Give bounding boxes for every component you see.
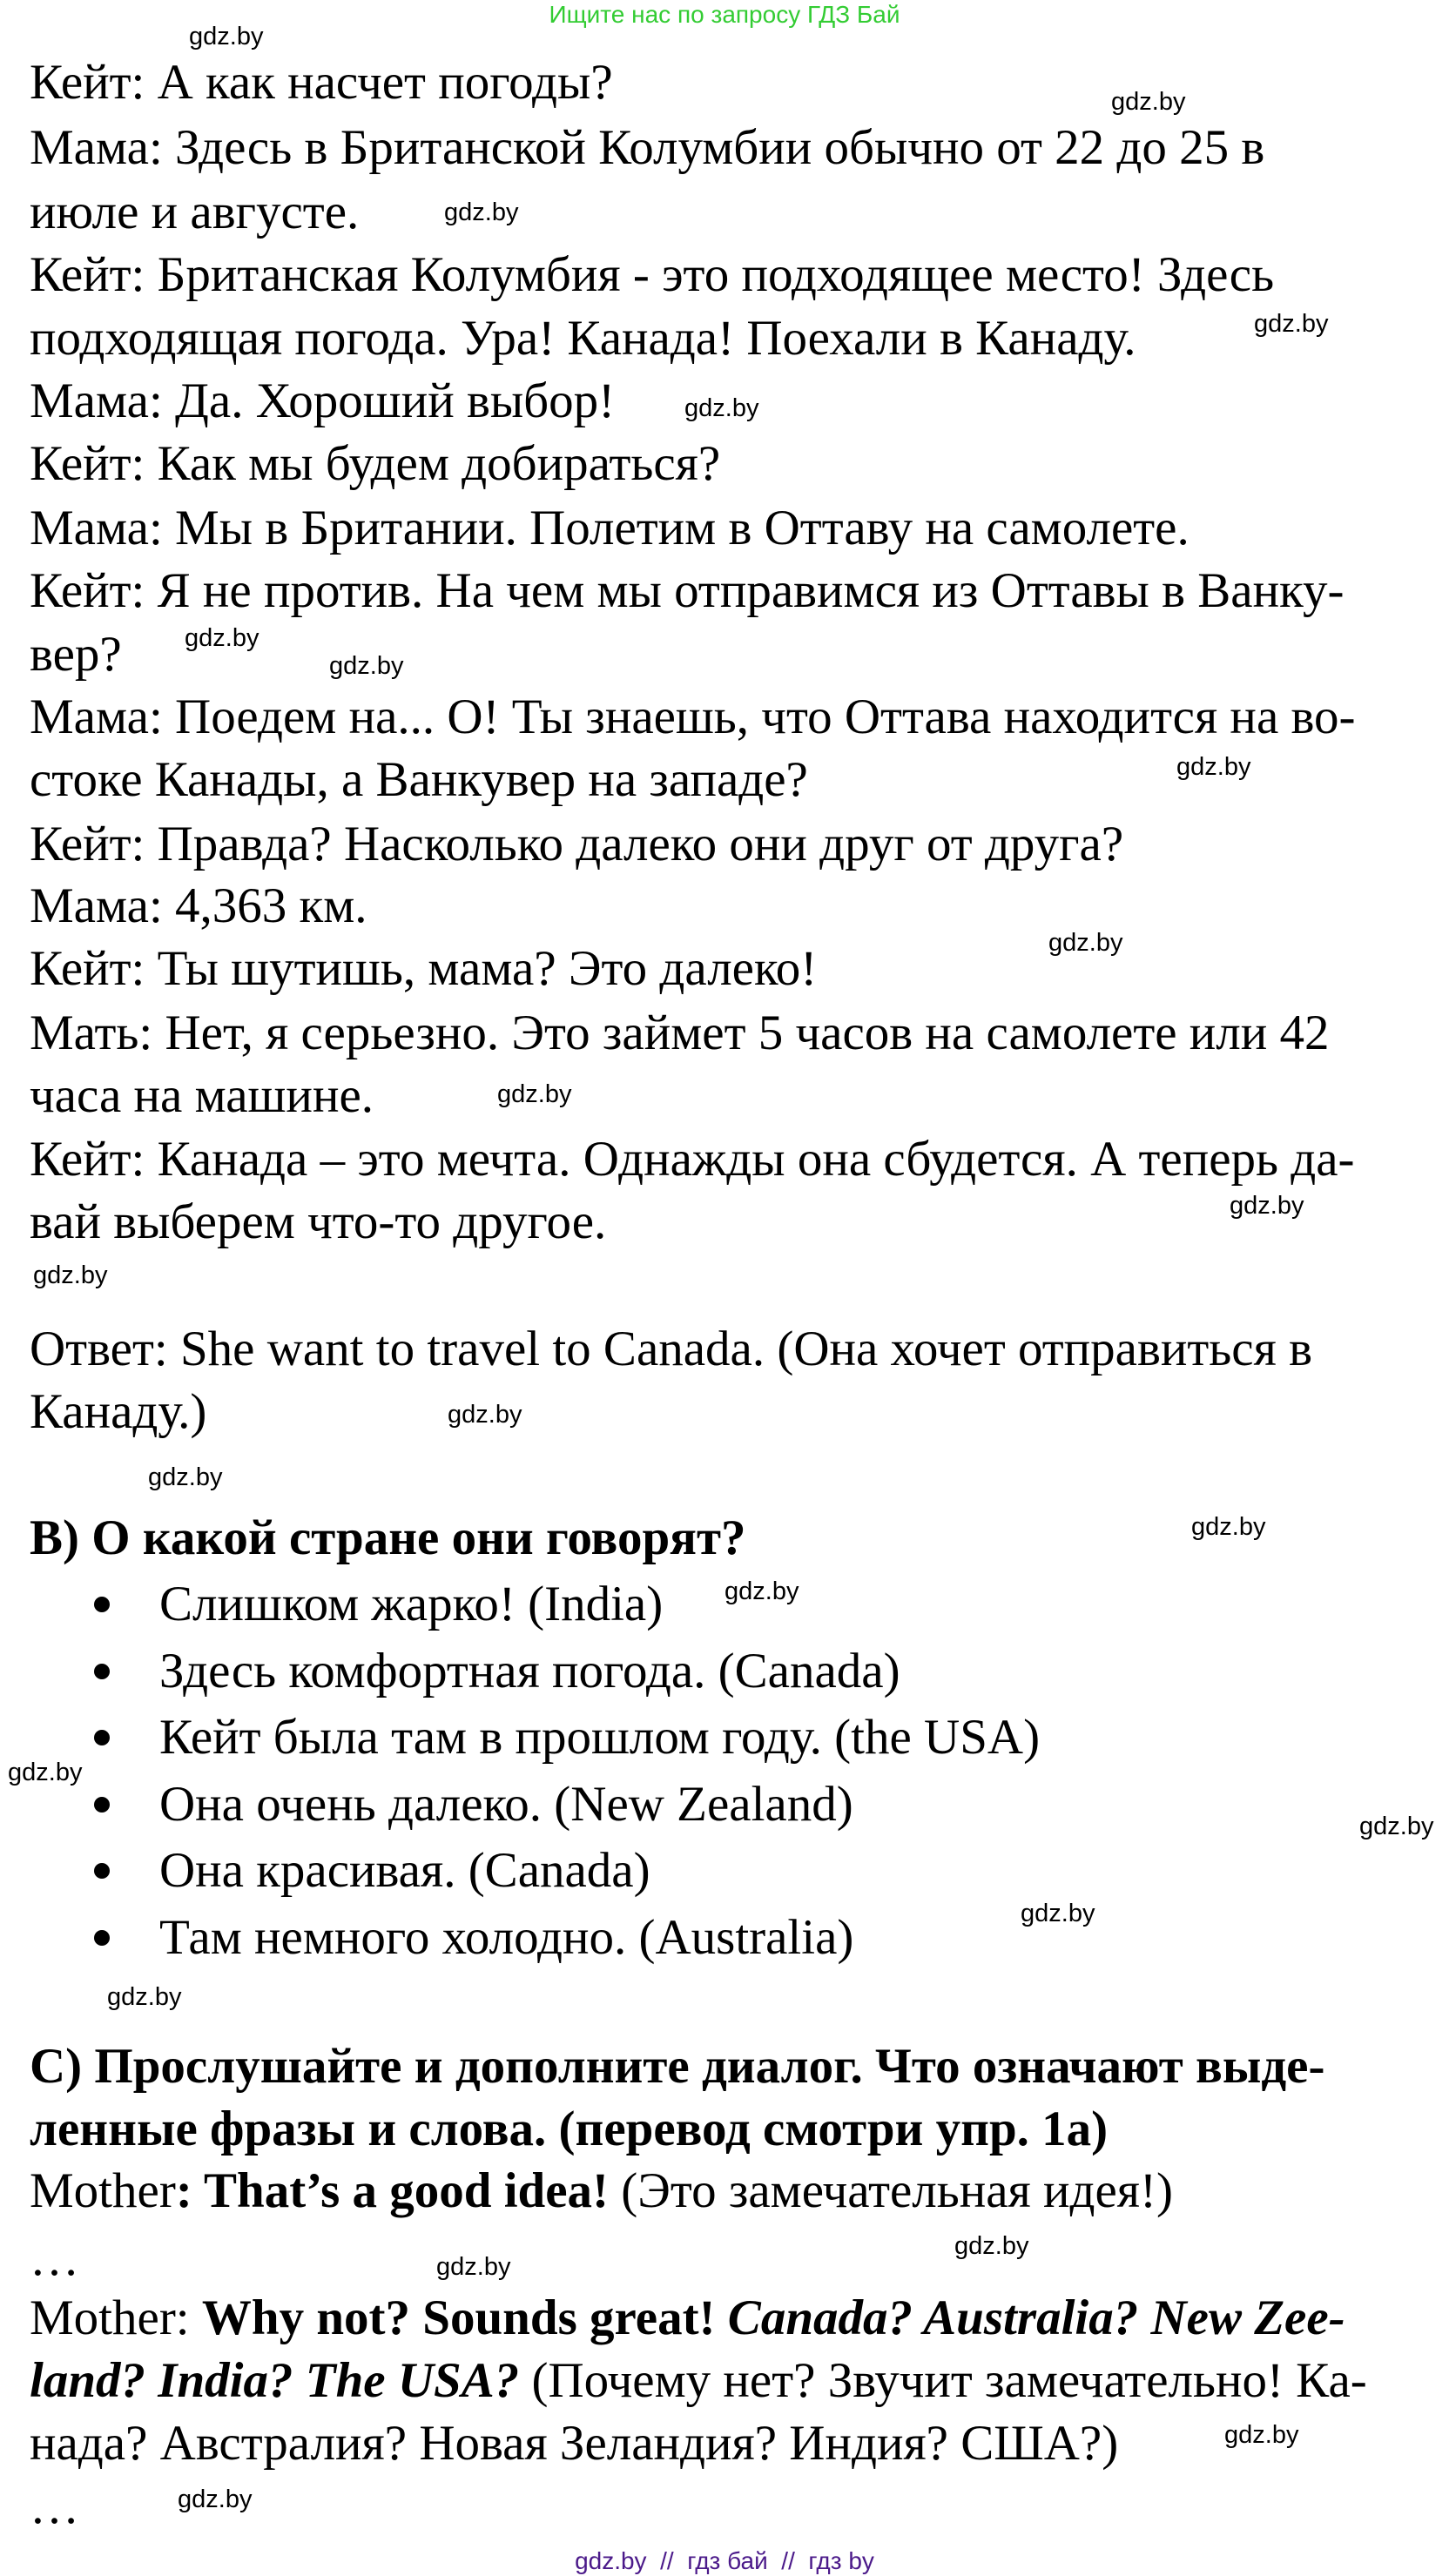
watermark: gdz.by (1230, 1192, 1304, 1220)
text-segment: нада? Австралия? Новая Зеландия? Индия? США?) (30, 2416, 1119, 2471)
watermark: gdz.by (684, 394, 759, 422)
text-line (30, 562, 1344, 620)
site-header-banner: Ищите нас по запросу ГДЗ Бай (549, 1, 900, 28)
watermark: gdz.by (33, 1261, 108, 1289)
text-segment: … (30, 2231, 79, 2286)
bullet-icon (94, 1797, 110, 1813)
text-segment: Мама: Поедем на... О! Ты знаешь, что Оттава находится на во- (30, 689, 1356, 744)
text-line (30, 2415, 1118, 2472)
watermark: gdz.by (178, 2485, 253, 2513)
text-segment: Mother (30, 2163, 176, 2218)
watermark: gdz.by (107, 1983, 182, 2011)
text-segment: land? India? The USA? (30, 2353, 520, 2408)
text-line (30, 1194, 606, 1251)
site-footer-bar (0, 2546, 1449, 2576)
text-segment: Кейт: А как насчет погоды? (30, 55, 613, 110)
bullet-icon (94, 1597, 110, 1612)
watermark: gdz.by (1359, 1813, 1434, 1840)
watermark: gdz.by (1254, 310, 1329, 338)
text-line (30, 2290, 1345, 2347)
text-line (30, 119, 1264, 177)
text-segment: Мама: Мы в Британии. Полетим в Оттаву на самолете. (30, 501, 1190, 555)
site-footer-banner: gdz.by // гдз бай // гдз by (575, 2547, 874, 2574)
text-segment: ленные фразы и слова. (перевод смотри упр. 1а) (30, 2102, 1109, 2156)
text-segment: Слишком жарко! (India) (159, 1577, 664, 1631)
watermark: gdz.by (1111, 88, 1186, 116)
text-segment: стоке Канады, а Ванкувер на западе? (30, 752, 808, 807)
text-line (30, 816, 1123, 873)
text-segment: вер? (30, 627, 122, 682)
bullet-item (159, 1842, 650, 1900)
text-line (30, 246, 1274, 304)
text-line (30, 373, 615, 430)
text-segment: Мама: Здесь в Британской Колумбии обычно от 22 до 25 в (30, 120, 1265, 175)
text-line (30, 2230, 79, 2288)
watermark: gdz.by (1191, 1513, 1266, 1541)
watermark: gdz.by (436, 2253, 511, 2281)
text-segment: вай выберем что-то другое. (30, 1194, 607, 1249)
text-line (30, 2478, 79, 2536)
watermark: gdz.by (8, 1759, 83, 1786)
text-segment: Там немного холодно. (Australia) (159, 1910, 854, 1965)
watermark: gdz.by (185, 624, 259, 652)
bullet-icon (94, 1863, 110, 1879)
text-line (30, 1321, 1312, 1378)
section-heading (30, 2038, 1324, 2095)
bullet-item (159, 1643, 900, 1700)
watermark: gdz.by (1048, 929, 1123, 957)
text-segment: (Почему нет? Звучит замечательно! Ка- (519, 2353, 1367, 2408)
text-line (30, 500, 1190, 557)
text-segment: июле и августе. (30, 185, 360, 239)
bullet-icon (94, 1730, 110, 1745)
text-line (30, 310, 1136, 367)
text-segment: Канаду.) (30, 1384, 207, 1439)
watermark: gdz.by (1224, 2421, 1299, 2449)
bullet-icon (94, 1930, 110, 1946)
text-line (30, 1005, 1330, 1062)
bullet-item (159, 1776, 853, 1833)
watermark: gdz.by (1021, 1900, 1095, 1927)
text-segment: Кейт: Британская Колумбия - это подходящее место! Здесь (30, 247, 1275, 302)
watermark: gdz.by (448, 1401, 522, 1429)
text-line (30, 878, 367, 935)
text-segment: Кейт: Как мы будем добираться? (30, 436, 721, 491)
text-line (30, 54, 613, 111)
watermark: gdz.by (724, 1577, 799, 1605)
text-segment: Ответ: She want to travel to Canada. (Она хочет отправиться в (30, 1322, 1312, 1376)
text-segment: Canada? Australia? New Zee- (727, 2290, 1345, 2345)
text-segment: Кейт: Я не против. На чем мы отправимся из Оттавы в Ванку- (30, 563, 1345, 618)
text-segment: Мать: Нет, я серьезно. Это займет 5 часов на самолете или 42 (30, 1006, 1330, 1060)
text-segment: Мама: Да. Хороший выбор! (30, 373, 616, 428)
text-segment: Кейт: Канада – это мечта. Однажды она сбудется. А теперь да- (30, 1132, 1355, 1187)
watermark: gdz.by (1176, 753, 1251, 781)
text-segment: подходящая погода. Ура! Канада! Поехали в Канаду. (30, 311, 1136, 366)
text-segment: : That’s a good idea! (175, 2163, 610, 2218)
text-line (30, 435, 720, 493)
text-segment: … (30, 2479, 79, 2534)
watermark: gdz.by (497, 1080, 572, 1108)
text-line (30, 1067, 374, 1125)
text-segment: Why not? Sounds great! (201, 2290, 728, 2345)
watermark: gdz.by (954, 2232, 1029, 2260)
text-segment: (Это замечательная идея!) (609, 2163, 1173, 2218)
bullet-icon (94, 1664, 110, 1679)
text-segment: Она очень далеко. (New Zealand) (159, 1777, 853, 1832)
text-line (30, 1383, 206, 1441)
text-line (30, 1131, 1355, 1188)
watermark: gdz.by (148, 1463, 223, 1491)
watermark: gdz.by (444, 198, 519, 226)
text-line (30, 689, 1356, 746)
text-line (30, 184, 359, 241)
text-segment: Мама: 4,363 км. (30, 878, 367, 933)
text-segment: Mother: (30, 2290, 202, 2345)
text-segment: C) Прослушайте и дополните диалог. Что означают выде- (30, 2039, 1325, 2094)
text-segment: Она красивая. (Canada) (159, 1843, 650, 1898)
text-line (30, 940, 817, 998)
bullet-item (159, 1709, 1040, 1766)
bullet-item (159, 1576, 663, 1633)
text-segment: Кейт была там в прошлом году. (the USA) (159, 1710, 1041, 1765)
text-line (30, 751, 808, 809)
section-heading (30, 2101, 1108, 2158)
text-line (30, 2352, 1367, 2410)
text-line (30, 626, 122, 683)
section-heading (30, 1510, 746, 1567)
watermark: gdz.by (189, 23, 264, 50)
text-segment: Кейт: Правда? Насколько далеко они друг от друга? (30, 817, 1124, 871)
text-line (30, 2162, 1173, 2220)
text-segment: часа на машине. (30, 1068, 374, 1123)
bullet-item (159, 1909, 853, 1967)
watermark: gdz.by (329, 652, 404, 680)
text-segment: Кейт: Ты шутишь, мама? Это далеко! (30, 941, 818, 996)
text-segment: Здесь комфортная погода. (Canada) (159, 1644, 900, 1698)
text-segment: B) О какой стране они говорят? (30, 1510, 746, 1565)
